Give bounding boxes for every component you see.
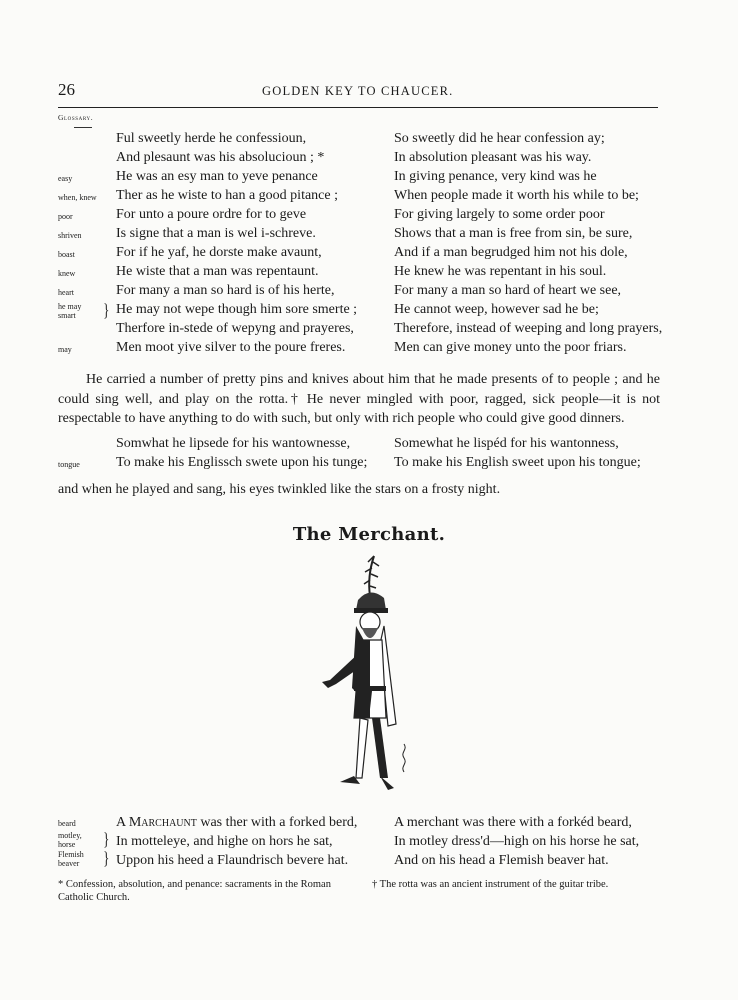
modern-english-line: To make his English sweet upon his tongue; [394, 455, 641, 470]
modern-english-line: For giving largely to some order poor [394, 207, 605, 222]
section-title: The Merchant. [292, 524, 446, 545]
middle-english-line: And plesaunt was his absolucioun ; * [116, 150, 325, 165]
footnote-right: † The rotta was an ancient instrument of the guitar tribe. [372, 879, 609, 890]
modern-english-line: And on his head a Flemish beaver hat. [394, 853, 609, 868]
modern-english-line: Shows that a man is free from sin, be sure, [394, 226, 633, 241]
verse-line [0, 131, 738, 150]
gloss-motley: motley, [58, 831, 82, 840]
verse-line [0, 188, 738, 207]
verse-line [0, 455, 738, 474]
modern-english-line: For many a man so hard of heart we see, [394, 283, 622, 298]
gloss-word: tongue [58, 460, 80, 469]
verse-line [0, 226, 738, 245]
middle-english-line: He may not wepe though him sore smerte ; [116, 302, 358, 317]
verse-line [0, 169, 738, 188]
modern-english-line: He knew he was repentant in his soul. [394, 264, 607, 279]
gloss-flemish: Flemish [58, 850, 84, 859]
gloss-word: heart [58, 288, 74, 297]
verse-line [0, 321, 738, 340]
gloss-beaver: beaver [58, 859, 80, 868]
gloss-word: knew [58, 269, 76, 278]
middle-english-line: Men moot yive silver to the poure freres. [116, 340, 346, 355]
prose-text: He carried a number of pretty pins and knives about him that he made presents of to people ; and he could sing well, and play on the rotta.† He never mingled with poor, ragged, sick people—it is not respectable to have anything to do with such, but only with rich people who could give good dinners. [58, 372, 660, 426]
middle-english-line [116, 815, 357, 831]
verse-line [0, 207, 738, 226]
gloss-word: he may smart [58, 302, 82, 320]
middle-english-line: For unto a poure ordre for to geve [116, 207, 307, 222]
middle-english-line: To make his Englissch swete upon his tunge; [116, 455, 368, 470]
middle-english-line: He was an esy man to yeve penance [116, 169, 318, 184]
running-title: GOLDEN KEY TO CHAUCER. [262, 84, 454, 98]
prose-paragraph-1 [58, 370, 660, 429]
gloss-horse: horse [58, 840, 76, 849]
verse-line [0, 831, 738, 853]
middle-english-line: Somwhat he lipsede for his wantownesse, [116, 436, 351, 451]
line-text: was ther with a forked berd, [196, 815, 358, 830]
modern-english-line: When people made it worth his while to be; [394, 188, 639, 203]
middle-english-line: For if he yaf, he dorste make avaunt, [116, 245, 322, 260]
modern-english-line: A merchant was there with a forkéd beard, [394, 815, 632, 830]
small-caps-name: A Marchaunt [116, 815, 197, 830]
gloss-word: poor [58, 212, 73, 221]
footnote-left: * Confession, absolution, and penance: sacraments in the Roman Catholic Church. [58, 879, 331, 903]
brace-mark: } [103, 829, 110, 849]
modern-english-line: He cannot weep, however sad he be; [394, 302, 599, 317]
middle-english-line: For many a man so hard is of his herte, [116, 283, 335, 298]
modern-english-line: In giving penance, very kind was he [394, 169, 597, 184]
middle-english-line: He wiste that a man was repentaunt. [116, 264, 319, 279]
prose-text: and when he played and sang, his eyes twinkled like the stars on a frosty night. [58, 482, 501, 497]
middle-english-line: Is signe that a man is wel i-schreve. [116, 226, 316, 241]
verse-line [0, 283, 738, 302]
gloss-word: when, knew [58, 193, 97, 202]
modern-english-line: Therefore, instead of weeping and long prayers, [394, 321, 663, 336]
verse-line [0, 150, 738, 169]
verse-line [0, 815, 738, 834]
middle-english-line: Therfore in-stede of wepyng and prayeres, [116, 321, 354, 336]
verse-line [0, 264, 738, 283]
glossary-label-rule [74, 127, 92, 128]
verse-line [0, 302, 738, 321]
modern-english-line: And if a man begrudged him not his dole, [394, 245, 628, 260]
gloss-word: easy [58, 174, 73, 183]
modern-english-line: In absolution pleasant was his way. [394, 150, 592, 165]
modern-english-line: Somewhat he lispéd for his wantonness, [394, 436, 619, 451]
modern-english-line: So sweetly did he hear confession ay; [394, 131, 605, 146]
gloss-word: may [58, 345, 72, 354]
brace-mark: } [103, 848, 110, 868]
middle-english-line: Uppon his heed a Flaundrisch bevere hat. [116, 853, 349, 868]
verse-line [0, 340, 738, 359]
prose-paragraph-2 [58, 480, 660, 500]
verse-line [0, 436, 738, 455]
merchant-illustration [300, 548, 420, 798]
gloss-word: boast [58, 250, 75, 259]
gloss-beard: beard [58, 819, 76, 828]
middle-english-line: Ther as he wiste to han a good pitance ; [116, 188, 338, 203]
brace-mark: } [103, 300, 110, 320]
glossary-label: Glossary. [58, 113, 94, 122]
verse-line [0, 245, 738, 264]
middle-english-line: Ful sweetly herde he confessioun, [116, 131, 307, 146]
modern-english-line: Men can give money unto the poor friars. [394, 340, 627, 355]
verse-line [0, 850, 738, 872]
modern-english-line: In motley dress'd—high on his horse he sat, [394, 834, 640, 849]
header-rule [58, 107, 658, 108]
middle-english-line: In motteleye, and highe on hors he sat, [116, 834, 333, 849]
gloss-word: shriven [58, 231, 82, 240]
page-number: 26 [58, 80, 75, 99]
